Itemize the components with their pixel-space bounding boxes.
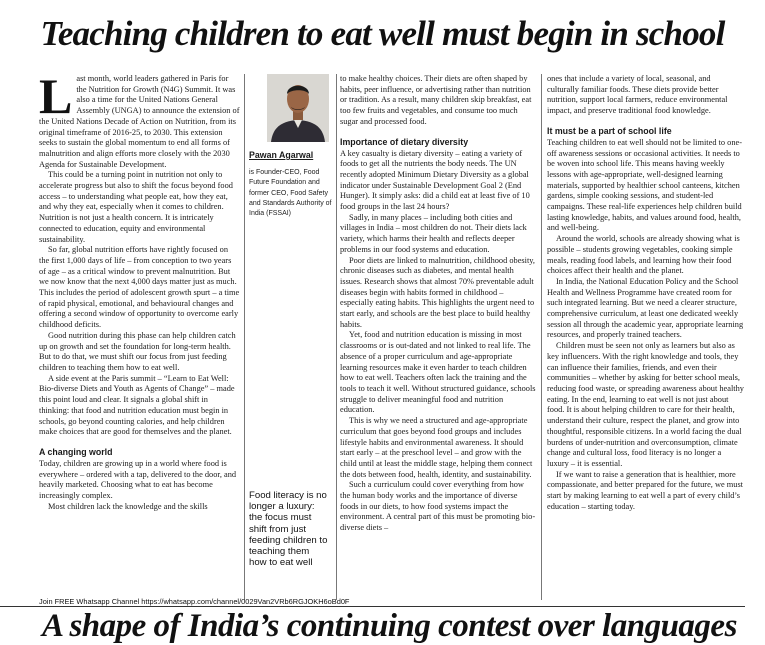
page-divider bbox=[0, 606, 745, 607]
author-photo bbox=[267, 74, 329, 142]
author-name: Pawan Agarwal bbox=[249, 150, 314, 160]
column-divider bbox=[541, 74, 542, 600]
paragraph: So far, global nutrition efforts have rightly focused on the first 1,000 days of life – from conception to two years of age – as a critical window to prevent malnutrition. But we now know that the next 4,000 days matter just as much. This includes the period of adolescent growth spurt – a time of rapid physical, emotional, and behavioural changes and offering a second window of opportunity to overcome early childhood deficits. bbox=[39, 245, 240, 330]
article-column-4 bbox=[547, 74, 744, 596]
paragraph: Children must be seen not only as learners but also as key influencers. With the right knowledge and tools, they can influence their families, friends, and even their communities – whether by asking for better school meals, reducing food waste, or spreading awareness about healthy eating. In the end, learning to eat well is not just about food. It is about helping children to care for their health, understand their culture, respect the planet, and grow into thoughtful, responsible citizens. In a world facing the dual burdens of under-nutrition and overconsumption, climate change and cultural loss, food literacy is no longer a luxury – it is essential. bbox=[547, 341, 744, 468]
paragraph: Around the world, schools are already showing what is possible – students growing vegetables, cooking simple meals, reading food labels, and learning how their food choices affect their health and the planet. bbox=[547, 234, 740, 276]
paragraph: Today, children are growing up in a world where food is everywhere – ordered with a tap, delivered to the door, and heavily marketed. Choosing what to eat has become increasingly complex. bbox=[39, 458, 237, 501]
paragraph: This could be a turning point in nutrition not only to accelerate progress but also to shift the focus beyond food access – to understanding what people eat, how they eat, and why they eat, especially when it comes to children. Nutrition is not just a health concern. It is intricately connected to education, equity and environmental sustainability. bbox=[39, 170, 233, 244]
drop-cap: L bbox=[39, 74, 73, 124]
author-bio: is Founder-CEO, Food Future Foundation and former CEO, Food Safety and Standards Authority of India (FSSAI) bbox=[249, 169, 332, 218]
paragraph: Last month, world leaders gathered in Paris for the Nutrition for Growth (N4G) Summit. It was also a time for the United Nations General Assembly (UNGA) to announce the extension of the United Nations Decade of Action on Nutrition, from its original timeframe of 2016-25, to 2030. This extension seeks to sustain the global momentum to end all forms of malnutrition and align efforts more closely with the 2030 Agenda for Sustainable Development. bbox=[39, 74, 240, 169]
article-column-3 bbox=[340, 74, 536, 596]
next-article-headline: A shape of India’s continuing contest over languages bbox=[42, 608, 737, 644]
paragraph: Poor diets are linked to malnutrition, childhood obesity, chronic diseases such as diabetes, and mental health issues. Research shows that almost 70% preventable adult diseases begin with habits formed in childhood – especially eating habits. This highlights the urgent need to start early, and schools are the best place to build healthy habits. bbox=[340, 255, 536, 329]
author-column bbox=[249, 74, 333, 596]
column-divider bbox=[244, 74, 245, 600]
article-column-1 bbox=[39, 74, 240, 596]
paragraph: A key casualty is dietary diversity – eating a variety of foods to get all the nutrients the body needs. The UN recently adopted Minimum Dietary Diversity as a global indicator under Sustainable Development Goal 2 (End Hunger). It simply asks: did a child eat at least five of 10 food groups in the last 24 hours? bbox=[340, 148, 530, 212]
paragraph: A side event at the Paris summit – “Learn to Eat Well: Bio-diverse Diets and Youth as Agents of Change” – made this point loud and clear. It signals a global shift in thinking: that food and nutrition education must begin in schools, go beyond counting calories, and help children make choices that are good for themselves and the planet. bbox=[39, 373, 235, 437]
paragraph: Teaching children to eat well should not be limited to one-off awareness sessions or occasional activities. It needs to be woven into school life. This means having weekly lessons with age-appropriate, well-designed learning materials, supported by healthier school canteens, kitchen gardens, simple cooking sessions, and student-led campaigns. These real-life experiences help children build lasting knowledge, habits, and values around food, health, and well-being. bbox=[547, 137, 742, 233]
paragraph: If we want to raise a generation that is healthier, more compassionate, and better prepared for the future, we must start by making learning to eat well a part of every child’s education – starting today. bbox=[547, 469, 744, 511]
paragraph: Most children lack the knowledge and the skills bbox=[48, 501, 208, 511]
article-headline: Teaching children to eat well must begin in school bbox=[40, 14, 725, 53]
paragraph: Yet, food and nutrition education is missing in most classrooms or is out-dated and not linked to real life. The absence of a proper curriculum and age-appropriate learning resources make it even harder to teach children how to eat well. Teachers often lack the training and the tools to teach it well. Without structured guidance, schools struggle to deliver meaningful food and nutrition education. bbox=[340, 330, 536, 415]
section-heading: A changing world bbox=[39, 446, 113, 457]
paragraph: Good nutrition during this phase can help children catch up on growth and set the foundation for long-term health. But to do that, we must shift our focus from just feeding children to teaching them how to eat well. bbox=[39, 330, 236, 372]
pull-quote: Food literacy is no longer a luxury: the focus must shift from just feeding children to teaching them how to eat well bbox=[249, 490, 328, 569]
paragraph: to make healthy choices. Their diets are often shaped by habits, peer influence, or advertising rather than nutrition or tradition. As a result, many children skip breakfast, eat too few fruits and vegetables, and consume too much sugar and processed food. bbox=[340, 74, 532, 126]
section-heading: It must be a part of school life bbox=[547, 125, 672, 136]
paragraph: Such a curriculum could cover everything from how the human body works and the importance of diverse foods in our diets, to how food systems impact the environment. A central part of this must be promoting bio-diverse diets – bbox=[340, 480, 536, 533]
paragraph: This is why we need a structured and age-appropriate curriculum that goes beyond food groups and includes lifestyle habits and environmental awareness. It should start early – at the preschool level – and grow with the child until at least the middle stage, helping them connect the dots between food, health, identity, and sustainability. bbox=[340, 416, 533, 479]
column-divider bbox=[336, 74, 337, 600]
paragraph: Sadly, in many places – including both cities and villages in India – most children do not. Their diets lack variety, which harms their health and reflects deeper problems in our food systems and education. bbox=[340, 212, 527, 254]
whatsapp-channel-link[interactable]: Join FREE Whatsapp Channel https://whatsapp.com/channel/0029Van2VRb6RGJOKH6oBd0F bbox=[39, 597, 350, 606]
section-heading: Importance of dietary diversity bbox=[340, 136, 469, 147]
paragraph: ones that include a variety of local, seasonal, and culturally familiar foods. These diets provide better nutrition, support local farmers, reduce environmental impact, and preserve traditional food knowledge. bbox=[547, 74, 728, 116]
paragraph: In India, the National Education Policy and the School Health and Wellness Programme have created room for such integrated learning. But we need a clearer structure, comprehensive curriculum, at least one dedicated weekly session all through the academic year, appropriate learning resources, and properly trained teachers. bbox=[547, 276, 744, 340]
